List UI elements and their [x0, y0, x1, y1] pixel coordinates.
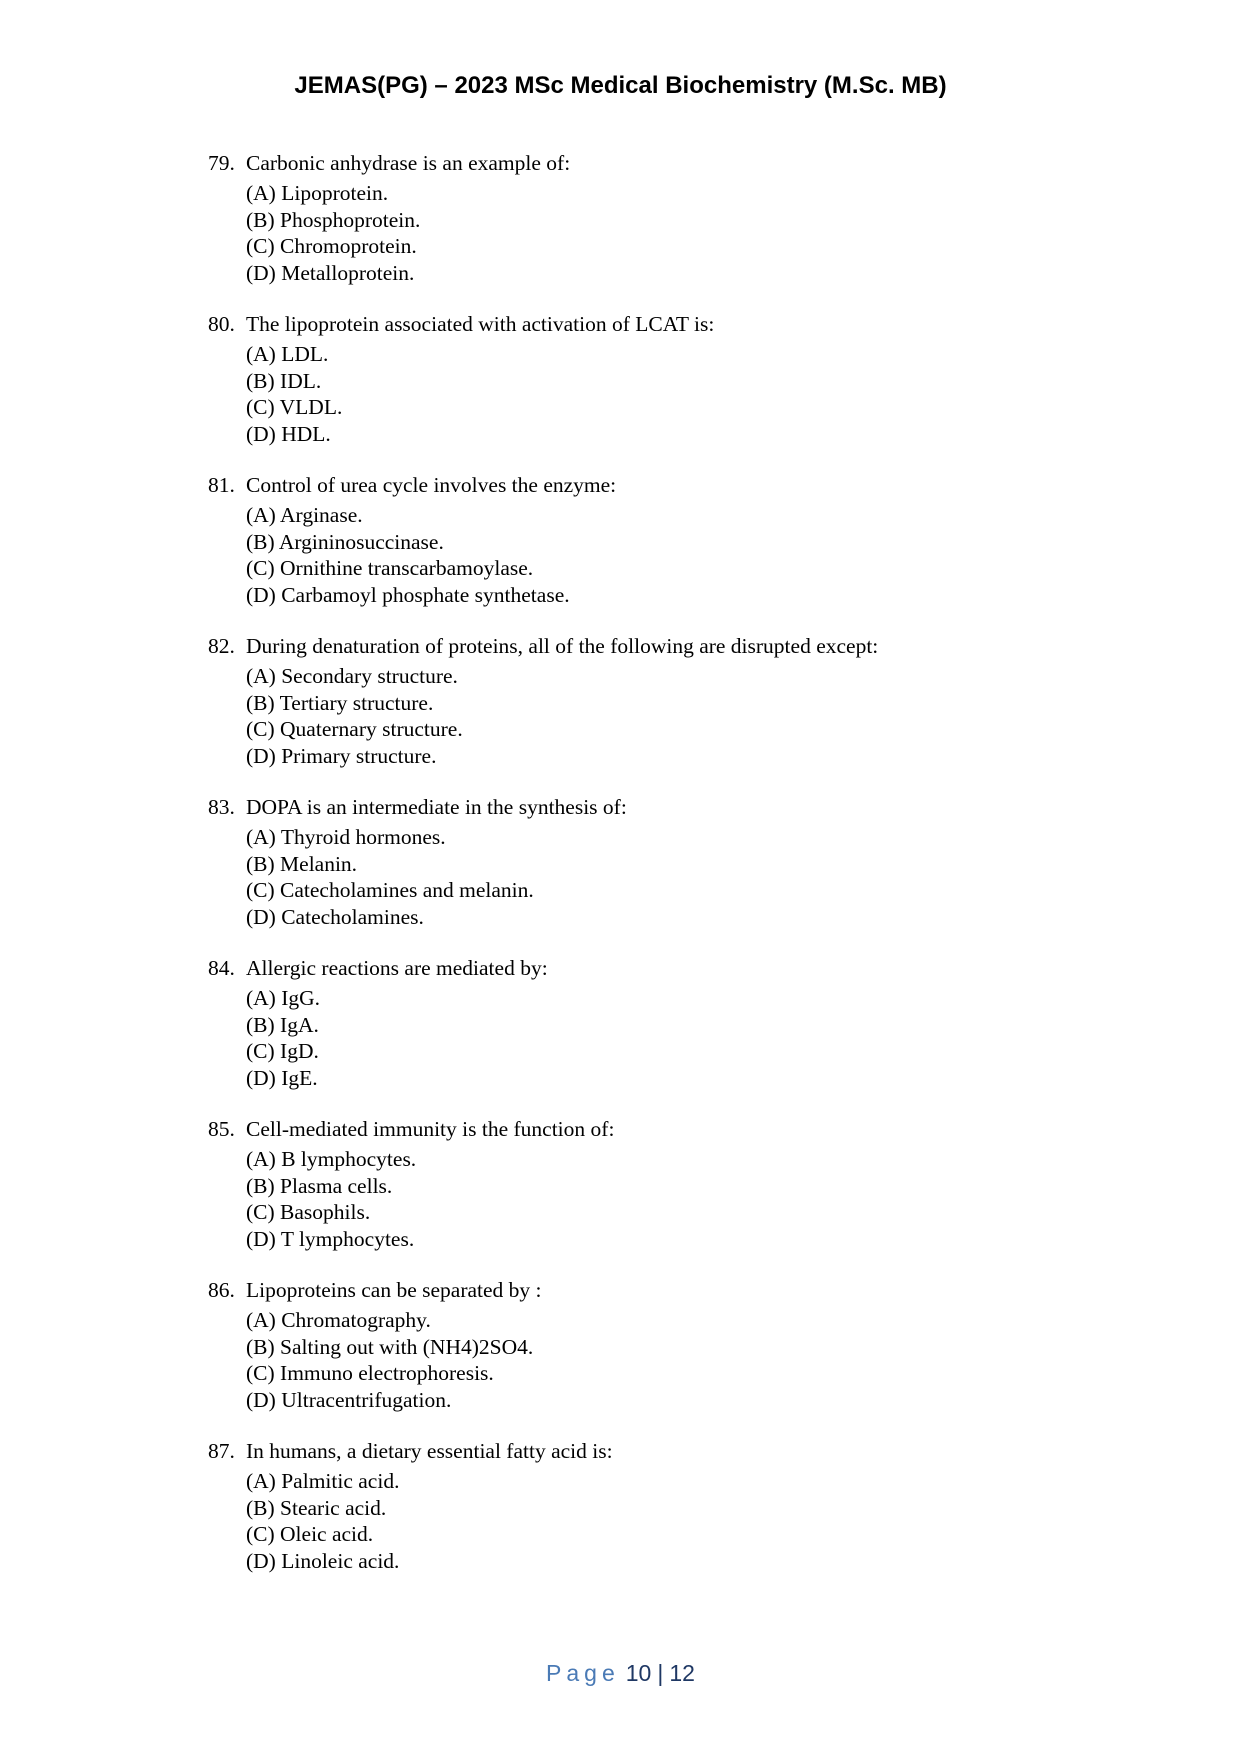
option-c: (C) Quaternary structure.: [246, 717, 463, 741]
option-c: (C) Catecholamines and melanin.: [246, 878, 534, 902]
question-number: 85.: [208, 1117, 235, 1141]
option-d: (D) Primary structure.: [246, 743, 437, 768]
question-number: 81.: [208, 473, 235, 497]
page-footer: [0, 1660, 1241, 1687]
option-b: (B) Argininosuccinase.: [246, 529, 444, 554]
option-d: (D) HDL.: [246, 421, 331, 446]
option-d: (D) IgE.: [246, 1065, 318, 1090]
option-a: (A) Lipoprotein.: [246, 181, 389, 205]
option-a: (A) Secondary structure.: [246, 664, 458, 688]
question-stem: [208, 955, 1188, 985]
option-b: (B) Tertiary structure.: [246, 690, 434, 715]
option-b: (B) Salting out with (NH4)2SO4.: [246, 1334, 534, 1359]
option-list: [246, 663, 1188, 769]
question-stem: [208, 311, 1188, 341]
question-stem: [208, 1116, 1188, 1146]
question-text: During denaturation of proteins, all of the following are disrupted except:: [246, 634, 879, 658]
question-number: 87.: [208, 1439, 235, 1463]
option-c: (C) IgD.: [246, 1039, 319, 1063]
question-84: [208, 955, 1188, 1091]
option-d: (D) Carbamoyl phosphate synthetase.: [246, 582, 570, 607]
question-number: 83.: [208, 795, 235, 819]
question-text: Control of urea cycle involves the enzyme:: [246, 473, 617, 497]
option-a: (A) Arginase.: [246, 503, 363, 527]
option-list: [246, 341, 1188, 447]
question-85: [208, 1116, 1188, 1252]
page-separator: |: [657, 1660, 664, 1686]
question-number: 82.: [208, 634, 235, 658]
option-b: (B) Phosphoprotein.: [246, 207, 421, 232]
option-list: [246, 1307, 1188, 1413]
question-82: [208, 633, 1188, 769]
option-c: (C) Oleic acid.: [246, 1522, 374, 1546]
page-label: Page: [546, 1660, 620, 1686]
question-number: 80.: [208, 312, 235, 336]
question-86: [208, 1277, 1188, 1413]
option-b: (B) Melanin.: [246, 851, 358, 876]
option-b: (B) IDL.: [246, 368, 322, 393]
option-list: [246, 180, 1188, 286]
question-text: The lipoprotein associated with activation of LCAT is:: [246, 312, 715, 336]
option-list: [246, 502, 1188, 608]
question-80: [208, 311, 1188, 447]
question-81: [208, 472, 1188, 608]
question-79: [208, 150, 1188, 286]
option-b: (B) Plasma cells.: [246, 1173, 393, 1198]
question-text: Lipoproteins can be separated by :: [246, 1278, 542, 1302]
question-text: Allergic reactions are mediated by:: [246, 956, 548, 980]
option-c: (C) Chromoprotein.: [246, 234, 417, 258]
option-a: (A) LDL.: [246, 342, 329, 366]
question-number: 84.: [208, 956, 235, 980]
option-d: (D) Catecholamines.: [246, 904, 424, 929]
option-a: (A) B lymphocytes.: [246, 1147, 417, 1171]
option-a: (A) IgG.: [246, 986, 321, 1010]
question-text: Cell-mediated immunity is the function of:: [246, 1117, 615, 1141]
option-list: [246, 985, 1188, 1091]
question-text: In humans, a dietary essential fatty acid is:: [246, 1439, 613, 1463]
option-d: (D) Metalloprotein.: [246, 260, 415, 285]
option-a: (A) Palmitic acid.: [246, 1469, 400, 1493]
question-stem: [208, 472, 1188, 502]
question-stem: [208, 150, 1188, 180]
option-d: (D) Ultracentrifugation.: [246, 1387, 452, 1412]
option-c: (C) VLDL.: [246, 395, 343, 419]
question-stem: [208, 633, 1188, 663]
option-c: (C) Immuno electrophoresis.: [246, 1361, 494, 1385]
option-b: (B) IgA.: [246, 1012, 319, 1037]
option-c: (C) Ornithine transcarbamoylase.: [246, 556, 534, 580]
current-page-number: 10: [625, 1660, 652, 1686]
question-stem: [208, 1277, 1188, 1307]
option-list: [246, 824, 1188, 930]
option-list: [246, 1146, 1188, 1252]
option-d: (D) T lymphocytes.: [246, 1226, 415, 1251]
question-list: [208, 150, 1188, 1599]
total-pages: 12: [669, 1660, 695, 1686]
question-text: DOPA is an intermediate in the synthesis of:: [246, 795, 627, 819]
question-stem: [208, 1438, 1188, 1468]
question-number: 86.: [208, 1278, 235, 1302]
page-header-title: JEMAS(PG) – 2023 MSc Medical Biochemistry (M.Sc. MB): [294, 72, 947, 99]
option-c: (C) Basophils.: [246, 1200, 371, 1224]
option-list: [246, 1468, 1188, 1574]
question-text: Carbonic anhydrase is an example of:: [246, 151, 571, 175]
option-b: (B) Stearic acid.: [246, 1495, 387, 1520]
question-stem: [208, 794, 1188, 824]
option-a: (A) Thyroid hormones.: [246, 825, 446, 849]
option-a: (A) Chromatography.: [246, 1308, 431, 1332]
question-83: [208, 794, 1188, 930]
question-87: [208, 1438, 1188, 1574]
option-d: (D) Linoleic acid.: [246, 1548, 400, 1573]
question-number: 79.: [208, 151, 235, 175]
